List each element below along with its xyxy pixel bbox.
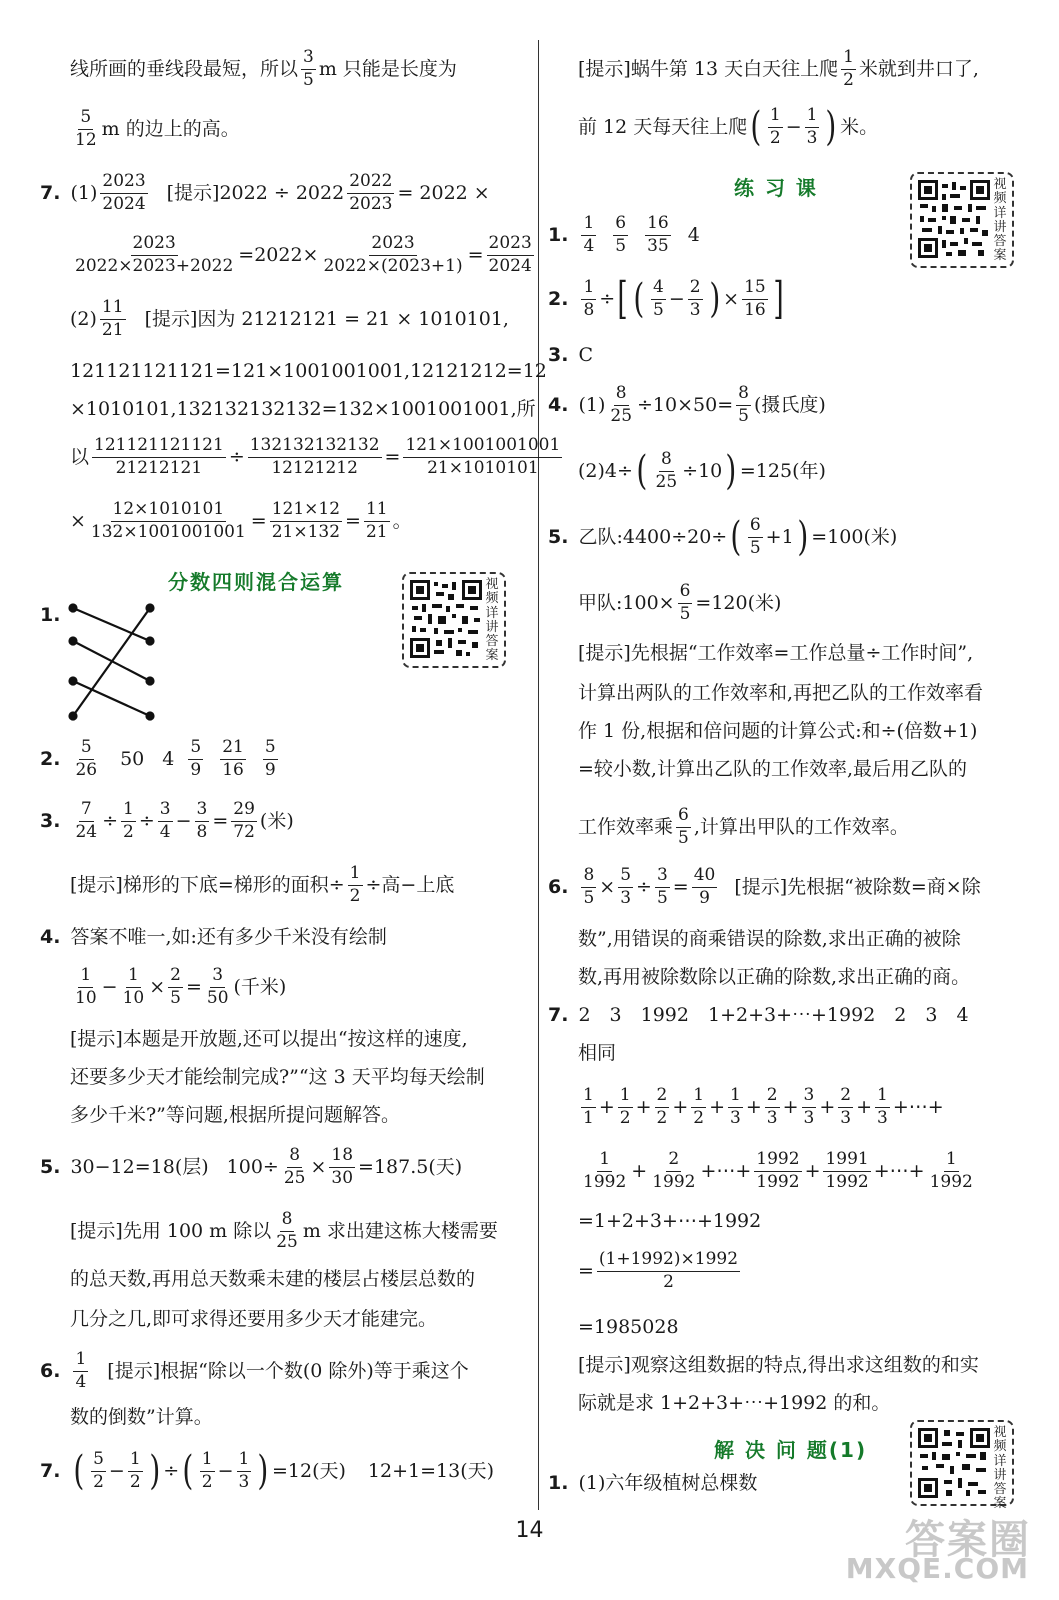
fraction: 5 12 — [75, 107, 97, 150]
line: [提示]梯形的下底=梯形的面积÷ $\frac{1}{2}$ ÷高−上底 — [70, 863, 455, 906]
fraction: $\frac{2}{3}$ — [689, 277, 701, 320]
line: 1. 1 4 6 5 16 35 4 — [548, 213, 700, 256]
fraction: $\frac{1}{3}$ — [238, 1449, 250, 1492]
fraction: 1 2 — [201, 1449, 213, 1492]
fraction: 11 21 — [101, 297, 124, 340]
line: 5. 30−12=18(层) 100÷ $\frac{8}{25}$ × $\frac{18}{30}$ =187.5(天) — [40, 1145, 463, 1188]
fraction: $\frac{8}{25}$ — [610, 383, 633, 426]
fraction: 1 1 — [583, 1085, 594, 1128]
line — [70, 48, 457, 90]
fraction: $\frac{132132132132}{12121212}$ — [249, 435, 380, 478]
fraction: 5 9 — [190, 737, 202, 780]
qr-code[interactable] — [402, 572, 506, 668]
fraction: 5 9 — [264, 737, 276, 780]
fraction: $\frac{3}{4}$ — [159, 799, 171, 842]
line: 121121121121=121×1001001001,12121212=12 — [70, 360, 547, 382]
text: 线所画的垂线段最短，所以 — [70, 57, 299, 80]
fraction: $\frac{121\times 1001001001}{21\times 1010101}$ — [405, 435, 561, 478]
line — [40, 606, 70, 625]
hint-text: 工作效率乘 — [578, 815, 674, 838]
question-number: 2. — [40, 747, 61, 770]
question-number: 4. — [40, 926, 61, 948]
line: 7. (1) 2023 2024 [提示]2022 ÷ 2022 $\frac{2022}{2023}$ = 2022 × — [40, 171, 490, 214]
qr-code-icon — [918, 180, 990, 258]
text: m 只能是长度为 — [318, 57, 457, 80]
section-title: 分数四则混合运算 — [168, 570, 344, 594]
fraction: 21 16 — [222, 737, 244, 780]
line: 2. $\frac{1}{8}$ ÷ [ ( 4 5 − $\frac{2}{3}$ ) × $\frac{15}{16}$ ] — [548, 273, 784, 325]
question-number: 7. — [40, 1459, 61, 1482]
line: =1985028 — [578, 1316, 679, 1338]
fraction: $\frac{3}{50}$ — [206, 965, 229, 1008]
column-divider — [538, 40, 539, 1510]
hint-text: [提示]梯形的下底=梯形的面积÷ — [70, 873, 345, 896]
fraction: $\frac{1}{2}$ — [619, 1085, 631, 1128]
question-number: 3. — [548, 344, 569, 366]
hint-text: 多少千米?”等问题,根据所提问题解答。 — [70, 1104, 400, 1126]
question-number: 5. — [40, 1155, 61, 1178]
fraction: $\frac{5}{3}$ — [620, 865, 632, 908]
fraction: $\frac{1}{2}$ — [129, 1449, 141, 1492]
hint-text: [提示]先根据“被除数=商×除 — [734, 875, 981, 898]
hint-text: 计算出两队的工作效率和,再把乙队的工作效率看 — [578, 682, 984, 704]
line: 5. 乙队:4400÷20÷ ( 6 5 +1 ) =100(米) — [548, 514, 898, 561]
fraction: 1 2 — [843, 47, 854, 90]
fraction: $\frac{8}{5}$ — [583, 865, 595, 908]
line: [提示]先用 100 m 除以 8 25 m 求出建这栋大楼需要 — [70, 1209, 498, 1252]
fraction: $\frac{1}{1992}$ — [929, 1149, 973, 1192]
line: 以 $\frac{121121121121}{21212121}$ ÷ $\frac{132132132132}{12121212}$ = $\frac{121\times 1001001001}{21\times 1010101}$ — [70, 435, 561, 478]
plus-sign: + — [745, 1095, 762, 1118]
fraction: $\frac{11}{21}$ — [365, 499, 388, 542]
hint-text: 际就是求 1+2+3+⋯+1992 的和。 — [578, 1392, 891, 1414]
hint-text: [提示]先用 100 m 除以 — [70, 1219, 272, 1242]
question-number: 1. — [40, 604, 61, 626]
hint-text: 数的倒数”计算。 — [70, 1406, 213, 1428]
line: 1 1992 + $\frac{2}{1992}$ +⋯+ $\frac{1992}{1992}$ + $\frac{1991}{1992}$ +⋯+ $\frac{1}{1992}$ — [583, 1149, 973, 1192]
hint-text: 的总天数,再用总天数乘未建的楼层占楼层总数的 — [70, 1268, 476, 1290]
qr-code[interactable] — [910, 172, 1014, 268]
watermark: 答案圈 — [905, 1517, 1031, 1563]
question-number: 7. — [40, 181, 61, 204]
plus-sign: + — [856, 1095, 872, 1118]
line: (2) 11 21 [提示]因为 21212121 = 21 × 1010101, — [70, 297, 509, 340]
line: 7. 2 3 1992 1+2+3+⋯+1992 2 3 4 — [548, 1004, 969, 1026]
fraction: $\frac{1}{3}$ — [806, 105, 818, 148]
fraction: $\frac{1}{2}$ — [349, 863, 361, 906]
plus-sign: + — [819, 1095, 836, 1118]
fraction: 5 2 — [93, 1449, 104, 1492]
fraction: $\frac{8}{25}$ — [655, 449, 678, 492]
fraction: $\frac{40}{9}$ — [693, 865, 716, 908]
question-number: 2. — [548, 287, 569, 310]
line — [578, 1086, 944, 1128]
fraction: 6 5 — [678, 805, 689, 848]
line: = $\frac{(1+1992)\times 1992}{2}$ — [578, 1249, 739, 1292]
line: 1 10 − $\frac{1}{10}$ × $\frac{2}{5}$ = $\frac{3}{50}$ (千米) — [75, 965, 287, 1008]
section-title: 练 习 课 — [734, 176, 818, 200]
hint-text: 数”,用错误的商乘错误的除数,求出正确的被除 — [578, 928, 961, 950]
plus-sign: + — [709, 1095, 725, 1118]
question-number: 3. — [40, 809, 61, 832]
hint-text: =较小数,计算出乙队的工作效率,最后用乙队的 — [578, 758, 968, 780]
question-number: 1. — [548, 1472, 569, 1494]
dot — [147, 713, 154, 720]
qr-label: 视频详讲答案 — [485, 577, 499, 664]
fraction: $\frac{1}{8}$ — [583, 277, 595, 320]
fraction: $\frac{2}{3}$ — [766, 1085, 778, 1128]
line: 4. (1) $\frac{8}{25}$ ÷10×50= $\frac{8}{5}$ (摄氏度) — [548, 383, 826, 426]
fraction: $\frac{1}{3}$ — [877, 1085, 888, 1128]
fraction: 16 35 — [647, 213, 669, 256]
fraction: $\frac{12\times 1010101}{132\times 1001001001}$ — [90, 499, 246, 542]
line: 6. $\frac{8}{5}$ × $\frac{5}{3}$ ÷ $\frac{3}{5}$ = $\frac{40}{9}$ [提示]先根据“被除数=商×除 — [548, 865, 981, 908]
hint-text: 还要多少天才能绘制完成?”“这 3 天平均每天绘制 — [70, 1066, 485, 1088]
hint-text: [提示]本题是开放题,还可以提出“按这样的速度, — [70, 1028, 468, 1050]
line: 工作效率乘 6 5 ,计算出甲队的工作效率。 — [578, 805, 909, 848]
fraction: $\frac{18}{30}$ — [331, 1145, 354, 1188]
fraction: $\frac{7}{24}$ — [75, 799, 98, 842]
fraction: $\frac{1}{2}$ — [123, 799, 134, 842]
hint-text: [提示]根据“除以一个数(0 除外)等于乘这个 — [107, 1359, 469, 1382]
line: =1+2+3+⋯+1992 — [578, 1210, 762, 1232]
qr-code-icon — [918, 1428, 990, 1498]
fraction: $\frac{121121121121}{21212121}$ — [94, 435, 224, 478]
hint-text: 几分之几,即可求得还要用多少天才能建完。 — [70, 1308, 438, 1330]
page-number: 14 — [515, 1518, 544, 1543]
line: ×1010101,132132132132=132×1001001001,所 — [70, 398, 536, 420]
question-number: 6. — [40, 1359, 61, 1382]
section-title: 解 决 问 题(1) — [714, 1438, 868, 1462]
fraction: $\frac{(1+1992)\times 1992}{2}$ — [598, 1249, 739, 1292]
hint-text: [提示]因为 21212121 = 21 × 1010101, — [144, 307, 509, 330]
hint-text: [提示]先根据“工作效率=工作总量÷工作时间”, — [578, 642, 974, 664]
fraction: 8 25 — [276, 1209, 298, 1252]
fraction: 3 5 — [303, 47, 314, 90]
hint-text: [提示]观察这组数据的特点,得出求这组数的和实 — [578, 1354, 979, 1376]
qr-code[interactable] — [910, 1420, 1014, 1512]
qr-code-icon — [410, 580, 482, 658]
fraction: $\frac{2023}{2022\times(2023+1)}$ — [323, 233, 463, 276]
question-number: 4. — [548, 393, 569, 416]
matching-diagram — [68, 600, 158, 722]
fraction: $\frac{2}{3}$ — [840, 1085, 852, 1128]
fraction: 6 5 — [749, 515, 761, 558]
plus-sign: + — [672, 1095, 689, 1118]
fraction: $\frac{3}{5}$ — [656, 865, 668, 908]
line: × $\frac{12\times 1010101}{132\times 1001001001}$ = $\frac{121\times 12}{21\times 132}$ = $\frac{11}{21}$ 。 — [70, 499, 412, 542]
dot — [147, 678, 154, 685]
fraction: $\frac{2}{5}$ — [170, 965, 181, 1008]
hint-text: [提示]蜗牛第 13 天白天往上爬 — [578, 57, 839, 80]
line: 甲队:100× $\frac{6}{5}$ =120(米) — [578, 581, 782, 624]
fraction: 6 5 — [615, 213, 627, 256]
fraction: $\frac{2}{2}$ — [656, 1085, 668, 1128]
line: 3. $\frac{7}{24}$ ÷ $\frac{1}{2}$ ÷ $\frac{3}{4}$ − $\frac{3}{8}$ = $\frac{29}{72}$ (米) — [40, 799, 294, 842]
plus-sign: + — [635, 1095, 652, 1118]
hint-text: [提示]2022 ÷ 2022 — [166, 181, 345, 204]
qr-label: 视频详讲答案 — [993, 1425, 1007, 1512]
fraction: $\frac{2023}{2024}$ — [488, 233, 532, 276]
hint-text: 数,再用被除数除以正确的除数,求出正确的商。 — [578, 966, 971, 988]
line: (2)4÷ ( $\frac{8}{25}$ ÷10 ) =125(年) — [578, 448, 826, 495]
fraction: $\frac{121\times 12}{21\times 132}$ — [271, 499, 341, 542]
fraction: $\frac{2022}{2023}$ — [349, 171, 393, 214]
fraction: $\frac{1}{10}$ — [122, 965, 145, 1008]
watermark-url: MXQE.COM — [845, 1552, 1029, 1585]
question-number: 7. — [548, 1004, 569, 1026]
line: [提示]蜗牛第 13 天白天往上爬 1 2 米就到井口了, — [578, 47, 979, 90]
plus-sign: + — [782, 1095, 799, 1118]
fraction: 1 10 — [75, 965, 97, 1008]
ellipsis-tail: +⋯+ — [892, 1095, 944, 1118]
fraction: $\frac{29}{72}$ — [233, 799, 255, 842]
fraction: $\frac{2}{1992}$ — [652, 1149, 696, 1192]
fraction: $\frac{8}{5}$ — [738, 383, 749, 426]
qr-label: 视频详讲答案 — [993, 177, 1007, 264]
line: 相同 — [578, 1042, 617, 1064]
plus-sign: + — [598, 1095, 615, 1118]
fraction: $\frac{3}{8}$ — [196, 799, 208, 842]
fraction: 4 5 — [652, 277, 664, 320]
fraction: $\frac{1991}{1992}$ — [825, 1149, 869, 1192]
dot — [147, 638, 154, 645]
dot — [147, 605, 154, 612]
line: 7. ( 5 2 − $\frac{1}{2}$ ) ÷ ( 1 2 − $\frac{1}{3}$ ) =12(天) 12+1=13(天) — [40, 1448, 495, 1495]
fraction: 1 2 — [769, 105, 781, 148]
fraction: 1 1992 — [583, 1149, 627, 1192]
dot — [70, 678, 77, 685]
fraction: $\frac{2023}{2022\times 2023+2022}$ — [75, 233, 234, 276]
line: 前 12 天每天往上爬 ( 1 2 − $\frac{1}{3}$ ) 米。 — [578, 104, 879, 151]
question-number: 6. — [548, 875, 569, 898]
fraction: $\frac{6}{5}$ — [679, 581, 691, 624]
fraction: $\frac{15}{16}$ — [744, 277, 766, 320]
question-number: 5. — [548, 525, 569, 548]
fraction: $\frac{1}{3}$ — [730, 1085, 741, 1128]
fraction: 2023 2024 — [102, 171, 146, 214]
fraction: $\frac{1}{2}$ — [693, 1085, 705, 1128]
fraction: 5 26 — [75, 737, 98, 780]
dot — [70, 638, 77, 645]
line — [40, 1350, 469, 1392]
text: m 的边上的高。 — [101, 117, 240, 140]
fraction: 1 4 — [75, 1349, 87, 1392]
line: 2. 5 26 50 4 5 9 21 16 5 9 — [40, 737, 276, 780]
dot — [70, 713, 77, 720]
line: 1. (1)六年级植树总棵数 — [548, 1472, 758, 1494]
line: 3. C — [548, 344, 593, 366]
line — [70, 108, 240, 150]
question-number: 1. — [548, 223, 569, 246]
line: 4. 答案不唯一,如:还有多少千米没有绘制 — [40, 926, 387, 948]
fraction: 1 4 — [583, 213, 595, 256]
hint-text: 作 1 份,根据和倍问题的计算公式:和÷(倍数+1) — [578, 720, 978, 742]
fraction: $\frac{8}{25}$ — [283, 1145, 306, 1188]
fraction: $\frac{1992}{1992}$ — [756, 1149, 800, 1192]
line: $\frac{2023}{2022\times 2023+2022}$ =2022× $\frac{2023}{2022\times(2023+1)}$ = $\frac{2023}{2024}$ — [75, 233, 532, 276]
dot — [70, 605, 77, 612]
fraction: $\frac{3}{3}$ — [803, 1085, 815, 1128]
